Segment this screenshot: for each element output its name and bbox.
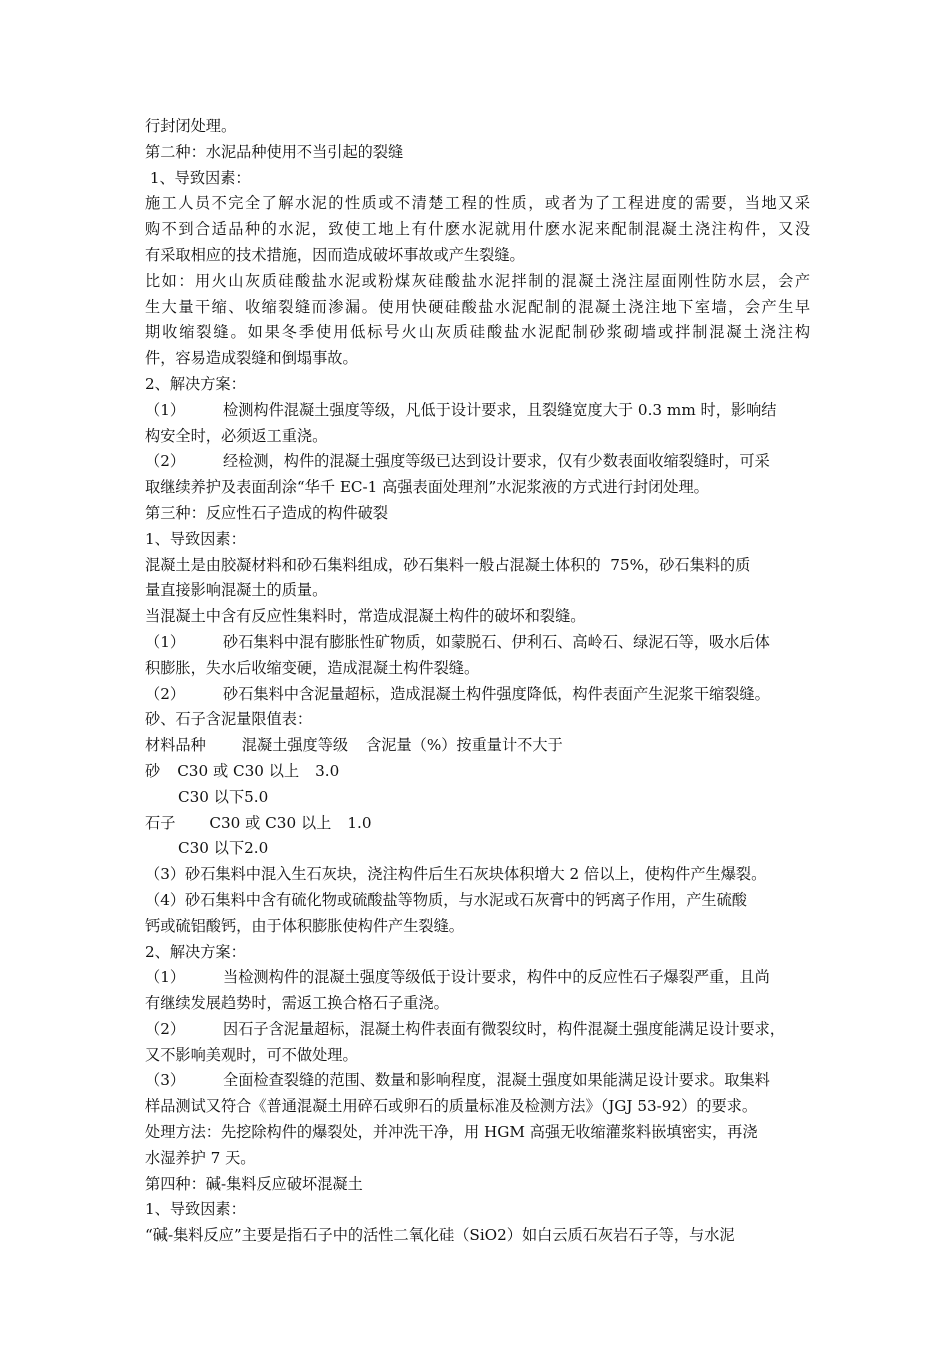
table-cell-material: 石子 — [145, 813, 176, 832]
list-marker: （3） — [145, 1071, 186, 1090]
text-line: 件，容易造成裂缝和倒塌事故。 — [145, 349, 358, 368]
table-cell-strength: C30 以下5.0 — [178, 787, 269, 806]
list-item — [145, 449, 810, 475]
table-header-strength: 混凝土强度等级 — [241, 736, 349, 755]
text-line: 当混凝土中含有反应性集料时，常造成混凝土构件的破坏和裂缝。 — [145, 607, 586, 626]
text-line: 施工人员不完全了解水泥的性质或不清楚工程的性质，或者为了工程进度的需要，当地又采 — [145, 194, 810, 213]
list-item — [145, 398, 810, 424]
text-line: 样品测试又符合《普通混凝土用碎石或卵石的质量标准及检测方法》（JGJ 53-92）的要求。 — [145, 1097, 758, 1116]
table-row — [145, 785, 810, 811]
table-row — [145, 811, 810, 837]
text-line: （4）砂石集料中含有硫化物或硫酸盐等物质，与水泥或石灰膏中的钙离子作用，产生硫酸 — [145, 890, 747, 909]
list-text: 经检测，构件的混凝土强度等级已达到设计要求，仅有少数表面收缩裂缝时，可采 — [223, 452, 770, 471]
text-line: 钙或硫铝酸钙，由于体积膨胀使构件产生裂缝。 — [145, 916, 464, 935]
list-item — [145, 1068, 810, 1094]
text-line: 又不影响美观时，可不做处理。 — [145, 1045, 358, 1064]
list-item — [145, 630, 810, 656]
text-line: 比如：用火山灰质硅酸盐水泥或粉煤灰硅酸盐水泥拌制的混凝土浇注屋面刚性防水层，会产 — [145, 271, 810, 290]
text-line: 生大量干缩、收缩裂缝而渗漏。使用快硬硅酸盐水泥配制的混凝土浇注地下室墙，会产生早 — [145, 297, 810, 316]
text-line: 水湿养护 7 天。 — [145, 1148, 256, 1167]
text-line: 期收缩裂缝。如果冬季使用低标号火山灰质硅酸盐水泥配制砂浆砌墙或拌制混凝土浇注构 — [145, 323, 810, 342]
subheading: 1、导致因素： — [145, 529, 246, 548]
text-line: （3）砂石集料中混入生石灰块，浇注构件后生石灰块体积增大 2 倍以上，使构件产生爆裂。 — [145, 865, 767, 884]
table-cell-clay: 1.0 — [347, 813, 372, 832]
table-cell-strength: C30 以下2.0 — [178, 839, 269, 858]
section-heading: 第三种：反应性石子造成的构件破裂 — [145, 503, 388, 522]
list-text: 检测构件混凝土强度等级，凡低于设计要求，且裂缝宽度大于 0.3 mm 时，影响结 — [223, 400, 777, 419]
text-line: 砂、石子含泥量限值表： — [145, 710, 313, 729]
list-marker: （2） — [145, 452, 186, 471]
subheading: 2、解决方案： — [145, 942, 246, 961]
table-row — [145, 759, 810, 785]
text-line: 混凝土是由胶凝材料和砂石集料组成，砂石集料一般占混凝土体积的 75%，砂石集料的质 — [145, 555, 751, 574]
subheading: 1、导致因素： — [145, 168, 251, 187]
subheading: 2、解决方案： — [145, 374, 246, 393]
table-cell-strength: C30 或 C30 以上 — [209, 813, 332, 832]
text-line: 积膨胀，失水后收缩变硬，造成混凝土构件裂缝。 — [145, 658, 480, 677]
list-marker: （1） — [145, 400, 186, 419]
list-text: 当检测构件的混凝土强度等级低于设计要求，构件中的反应性石子爆裂严重，且尚 — [223, 968, 770, 987]
text-line: 购不到合适品种的水泥，致使工地上有什麽水泥就用什麽水泥来配制混凝土浇注构件，又没 — [145, 220, 810, 239]
subheading: 1、导致因素： — [145, 1200, 246, 1219]
list-marker: （2） — [145, 1019, 186, 1038]
table-row — [145, 836, 810, 862]
text-line: 有采取相应的技术措施，因而造成破坏事故或产生裂缝。 — [145, 245, 525, 264]
table-header-material: 材料品种 — [145, 736, 206, 755]
text-line: 有继续发展趋势时，需返工换合格石子重浇。 — [145, 994, 449, 1013]
list-marker: （1） — [145, 632, 186, 651]
table-cell-material: 砂 — [145, 761, 161, 780]
section-heading: 第二种：水泥品种使用不当引起的裂缝 — [145, 142, 404, 161]
text-line: 行封闭处理。 — [145, 117, 237, 135]
list-text: 砂石集料中混有膨胀性矿物质，如蒙脱石、伊利石、高岭石、绿泥石等，吸水后体 — [223, 632, 770, 651]
section-heading: 第四种：碱-集料反应破坏混凝土 — [145, 1174, 363, 1193]
table-header-row — [145, 733, 810, 759]
text-line: “碱-集料反应”主要是指石子中的活性二氧化硅（SiO2）如白云质石灰岩石子等，与水泥 — [145, 1226, 735, 1245]
document-page — [145, 114, 810, 1249]
list-text: 全面检查裂缝的范围、数量和影响程度，混凝土强度如果能满足设计要求。取集料 — [223, 1071, 770, 1090]
text-line: 处理方法：先挖除构件的爆裂处，并冲洗干净，用 HGM 高强无收缩灌浆料嵌填密实，再浇 — [145, 1123, 758, 1142]
list-text: 砂石集料中含泥量超标，造成混凝土构件强度降低，构件表面产生泥浆干缩裂缝。 — [223, 684, 770, 703]
table-header-clay: 含泥量（%）按重量计不大于 — [366, 736, 563, 755]
table-cell-strength: C30 或 C30 以上 — [177, 761, 300, 780]
list-item — [145, 1017, 810, 1043]
list-item — [145, 682, 810, 708]
list-marker: （1） — [145, 968, 186, 987]
list-text: 因石子含泥量超标，混凝土构件表面有微裂纹时，构件混凝土强度能满足设计要求， — [223, 1019, 785, 1038]
text-line: 量直接影响混凝土的质量。 — [145, 581, 328, 600]
list-item — [145, 965, 810, 991]
text-line: 取继续养护及表面刮涂“华千 EC-1 高强表面处理剂”水泥浆液的方式进行封闭处理。 — [145, 478, 709, 497]
text-line: 构安全时，必须返工重浇。 — [145, 426, 328, 445]
table-cell-clay: 3.0 — [315, 761, 340, 780]
list-marker: （2） — [145, 684, 186, 703]
